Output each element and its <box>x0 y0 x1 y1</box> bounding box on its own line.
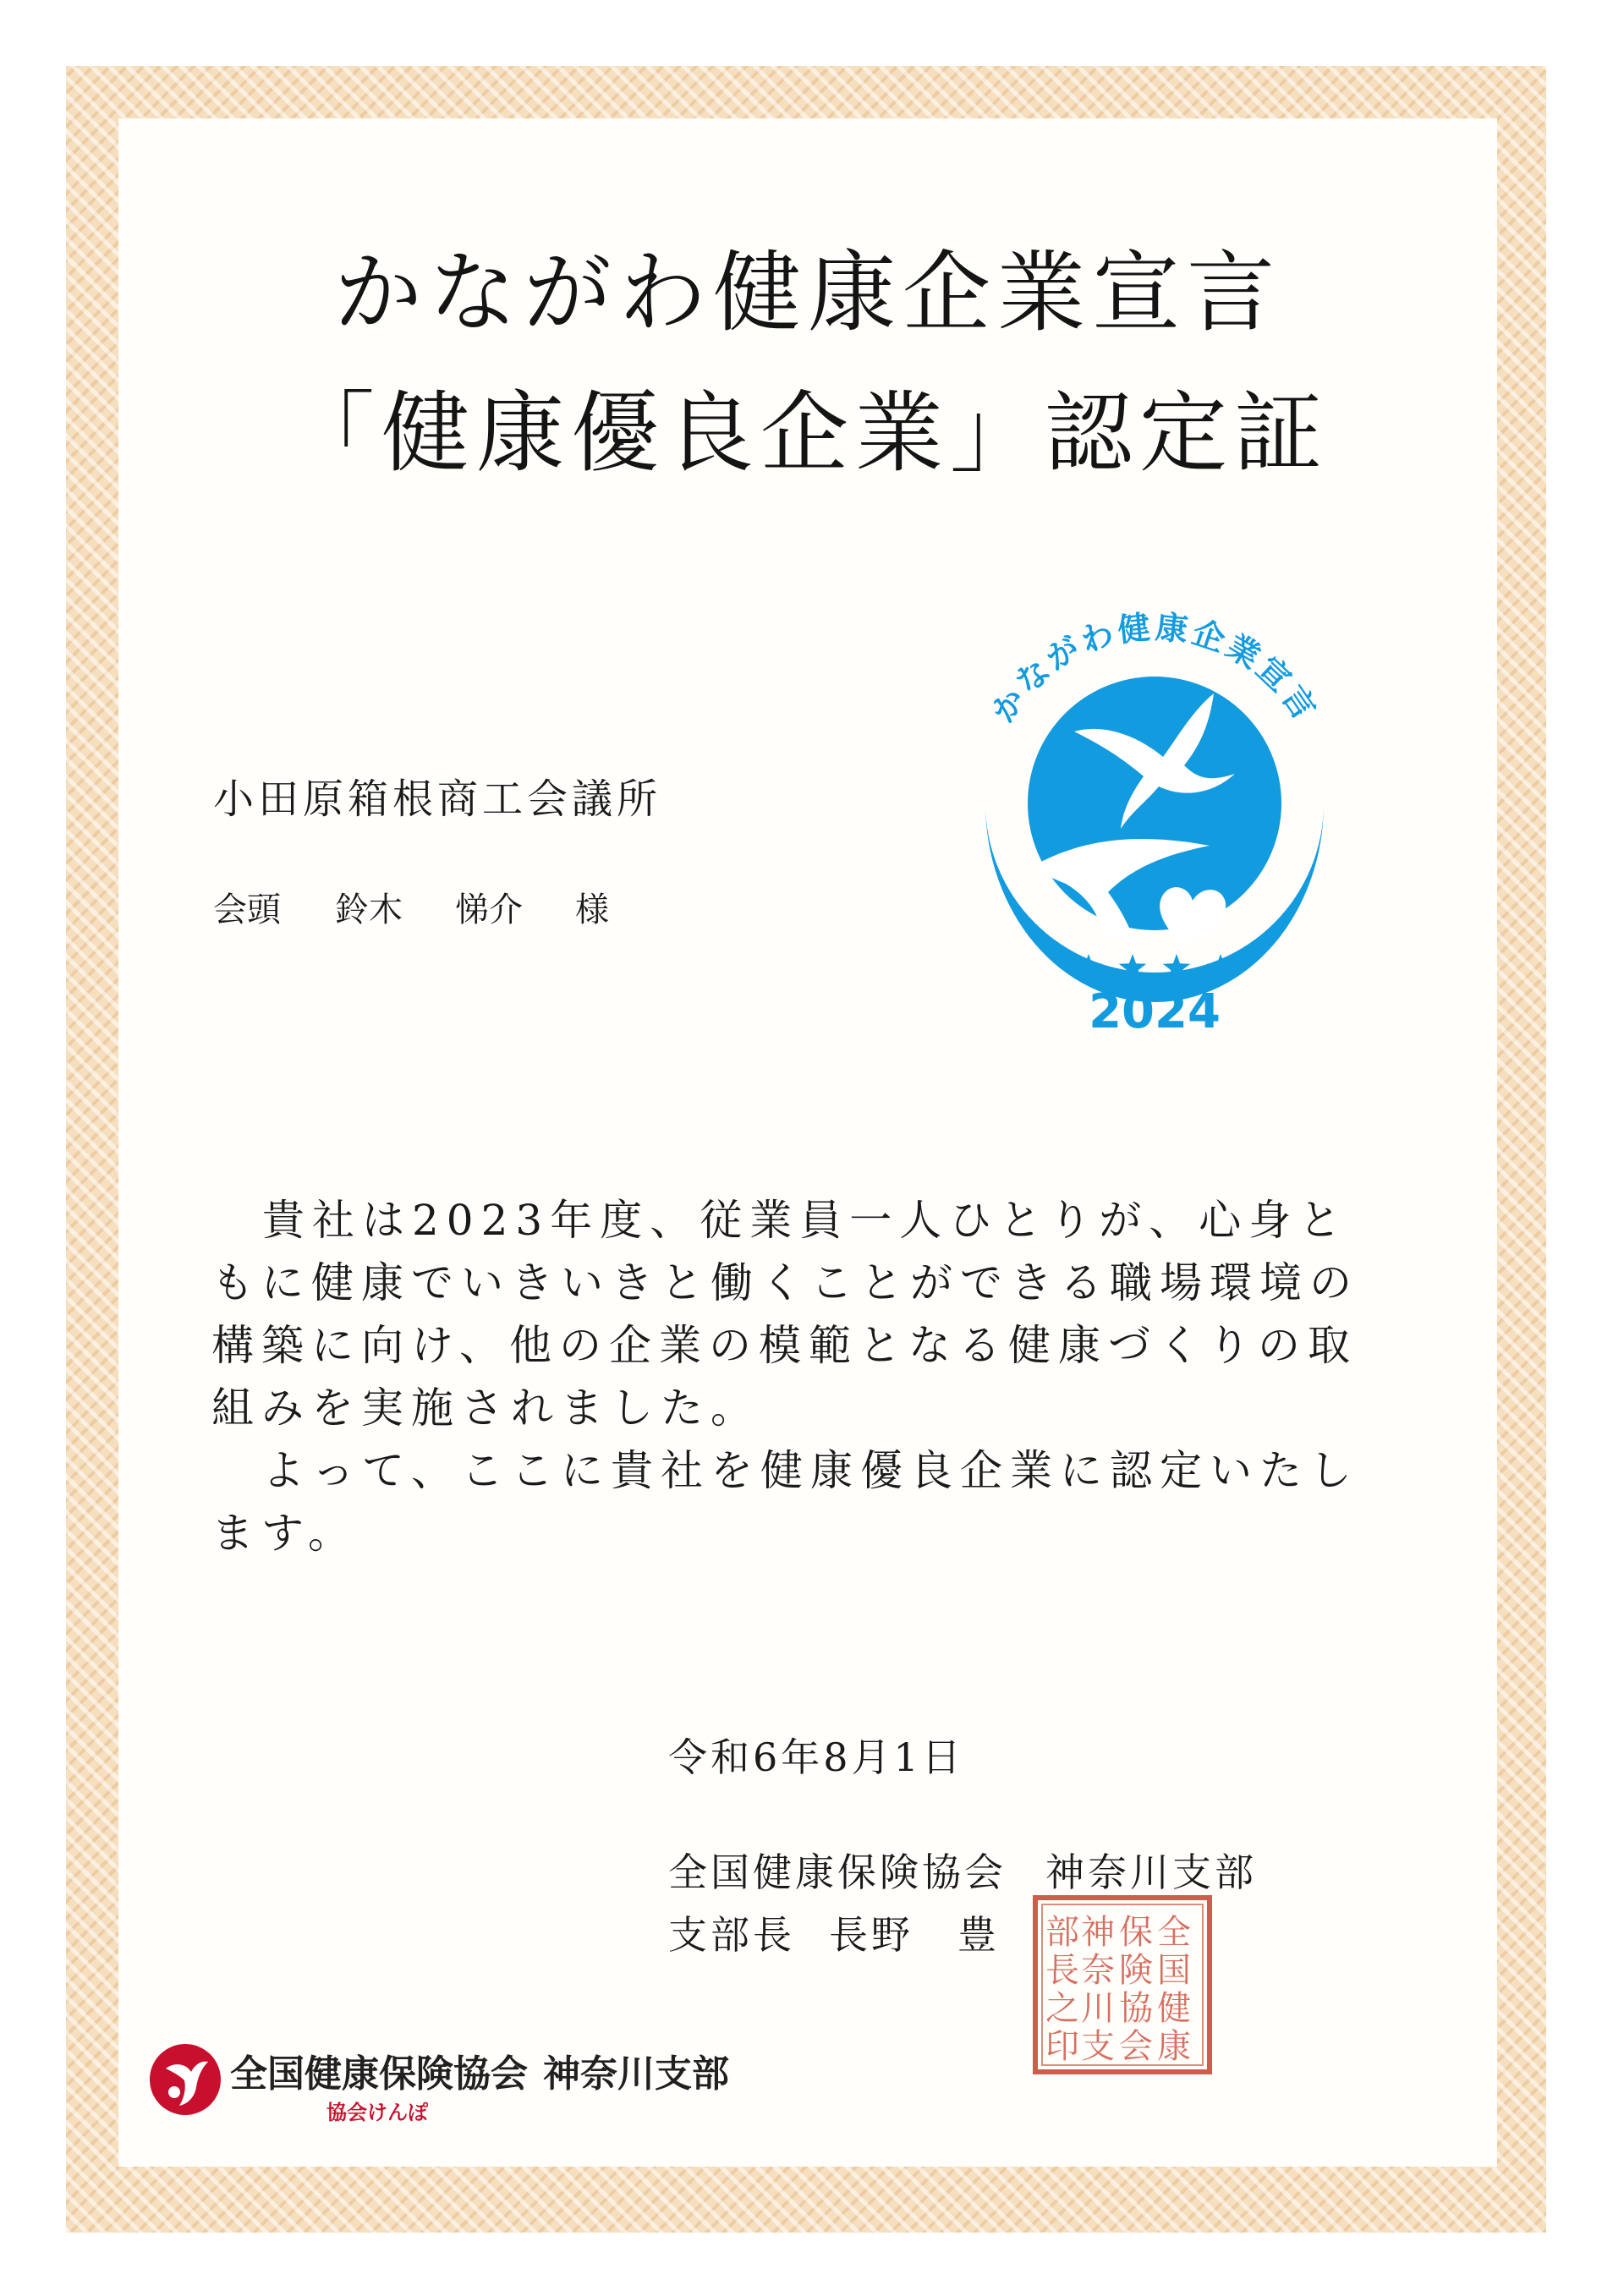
svg-text:長: 長 <box>1045 1951 1079 1990</box>
issuer-chief <box>668 1904 1000 1960</box>
chief-family-name: 長野 <box>829 1912 914 1958</box>
svg-text:協: 協 <box>1119 1989 1153 2028</box>
issuer-org-name: 全国健康保険協会 <box>668 1849 1007 1895</box>
logo-year: 2024 <box>1089 984 1221 1039</box>
svg-text:川: 川 <box>1081 1989 1115 2028</box>
svg-text:神: 神 <box>1081 1913 1115 1952</box>
issue-date: 令和6年8月1日 <box>668 1734 964 1780</box>
chief-title: 支部長 <box>668 1912 795 1958</box>
issuer-organization <box>668 1842 1257 1898</box>
recipient-family-name: 鈴木 <box>335 890 403 929</box>
logo-arc-text: かながわ健康企業宣言 <box>984 608 1325 730</box>
certificate-title-line1: かながわ健康企業宣言 <box>333 241 1281 344</box>
recipient-honorific: 様 <box>575 890 609 929</box>
svg-text:奈: 奈 <box>1081 1951 1115 1990</box>
certificate-body <box>211 1189 1396 1564</box>
svg-text:険: 険 <box>1119 1951 1153 1990</box>
svg-text:部: 部 <box>1045 1913 1079 1952</box>
footer-org-name <box>230 2043 729 2097</box>
svg-text:国: 国 <box>1157 1951 1191 1990</box>
official-seal-stamp <box>1030 1893 1215 2077</box>
svg-text:之: 之 <box>1045 1989 1079 2028</box>
logo-disc <box>1028 677 1281 930</box>
recipient-organization: 小田原箱根商工会議所 <box>213 775 662 823</box>
recipient-title: 会頭 <box>213 890 281 929</box>
chief-given-name: 豊 <box>957 1912 1000 1958</box>
footer-nickname: 協会けんぽ <box>326 2101 428 2124</box>
body-paragraph-2: よって、ここに貴社を健康優良企業に認定いたします。 <box>211 1446 1359 1558</box>
footer-organization-logo <box>149 2040 741 2133</box>
svg-text:康: 康 <box>1157 2027 1191 2066</box>
svg-text:保: 保 <box>1119 1913 1153 1952</box>
footer-org-main: 全国健康保険協会 <box>230 2052 528 2096</box>
footer-org-branch: 神奈川支部 <box>543 2052 729 2096</box>
kanagawa-health-declaration-logo <box>956 575 1353 1049</box>
svg-text:会: 会 <box>1119 2027 1153 2066</box>
svg-text:健: 健 <box>1157 1989 1191 2028</box>
svg-text:全: 全 <box>1157 1913 1191 1952</box>
recipient-given-name: 悌介 <box>455 890 523 929</box>
body-paragraph-1: 貴社は2023年度、従業員一人ひとりが、心身ともに健康でいきいきと働くことができる職場環境の構築に向け、他の企業の模範となる健康づくりの取組みを実施されました。 <box>211 1196 1359 1433</box>
recipient-person <box>213 883 609 931</box>
svg-text:印: 印 <box>1045 2027 1079 2066</box>
certificate-title-line2: 「健康優良企業」認定証 <box>286 381 1329 485</box>
kyokai-kenpo-mark-icon <box>149 2043 222 2116</box>
issuer-branch: 神奈川支部 <box>1045 1849 1257 1895</box>
svg-text:支: 支 <box>1081 2027 1115 2066</box>
